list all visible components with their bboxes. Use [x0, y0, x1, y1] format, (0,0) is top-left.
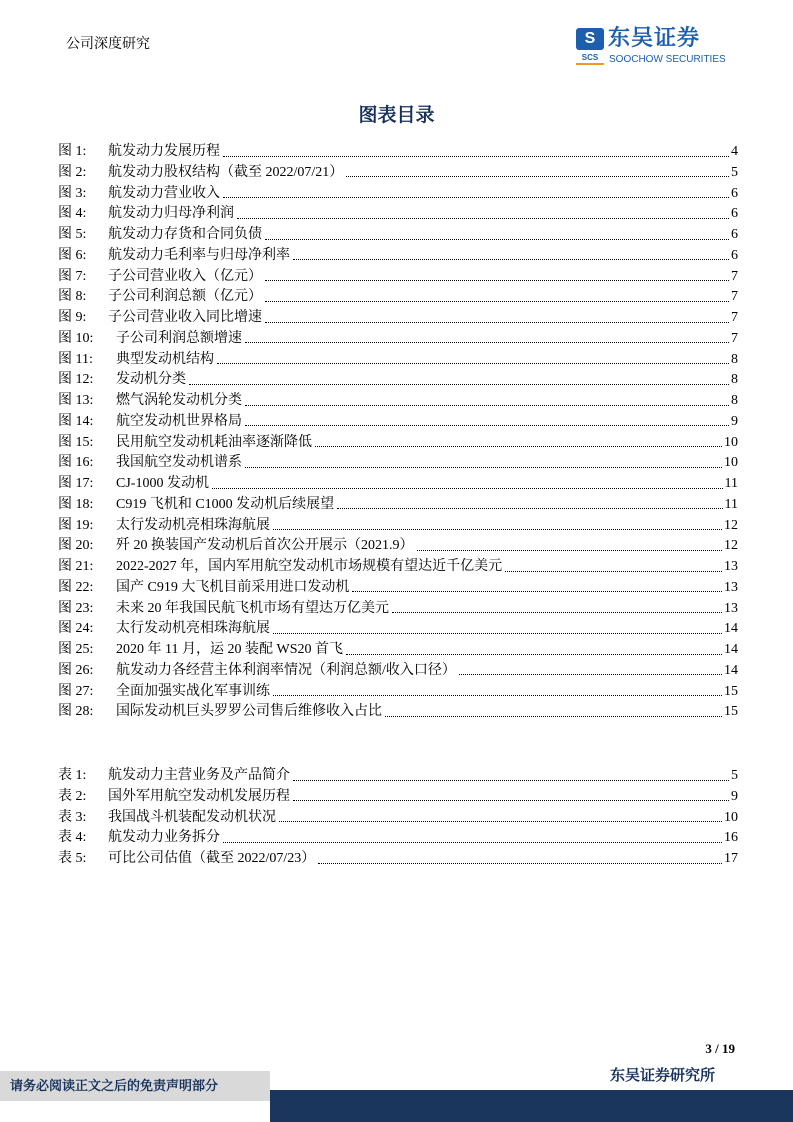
- entry-title: 我国航空发动机谱系: [116, 455, 242, 471]
- entry-title: CJ-1000 发动机: [116, 476, 209, 491]
- entry-label: 图 12:: [58, 372, 94, 388]
- leader-dots: [315, 446, 722, 447]
- figure-entry[interactable]: [58, 661, 738, 681]
- entry-page: 13: [724, 600, 738, 616]
- figure-entry[interactable]: [58, 453, 738, 473]
- table-entry[interactable]: [58, 787, 738, 807]
- leader-dots: [385, 716, 722, 717]
- entry-page: 11: [724, 476, 738, 491]
- entry-page: 7: [731, 330, 738, 346]
- entry-title: 发动机分类: [116, 372, 186, 388]
- entry-page: 12: [724, 538, 738, 554]
- figure-entry[interactable]: [58, 702, 738, 722]
- figure-entry[interactable]: [58, 287, 738, 307]
- figure-entry[interactable]: [58, 619, 738, 639]
- entry-label: 图 15:: [58, 434, 94, 450]
- entry-page: 13: [724, 559, 738, 574]
- entry-page: 9: [731, 413, 738, 429]
- entry-title: 民用航空发动机耗油率逐渐降低: [116, 434, 312, 450]
- entry-title: 国际发动机巨头罗罗公司售后维修收入占比: [116, 704, 382, 720]
- figure-entry[interactable]: [58, 225, 738, 245]
- leader-dots: [223, 156, 729, 157]
- entry-title: 太行发动机亮相珠海航展: [116, 621, 270, 637]
- entry-title: 子公司利润总额增速: [116, 330, 242, 346]
- entry-page: 10: [724, 455, 738, 471]
- entry-title: 2020 年 11 月，运 20 装配 WS20 首飞: [116, 642, 343, 657]
- entry-label: 表 4:: [58, 830, 87, 846]
- leader-dots: [223, 842, 722, 843]
- company-logo: [576, 26, 746, 68]
- entry-label: 图 3:: [58, 185, 87, 201]
- leader-dots: [293, 800, 729, 801]
- entry-title: 航发动力主营业务及产品简介: [108, 768, 290, 783]
- entry-label: 图 1:: [58, 144, 87, 159]
- figure-entry[interactable]: [58, 557, 738, 577]
- leader-dots: [293, 259, 729, 260]
- entry-page: 11: [724, 496, 738, 512]
- leader-dots: [237, 218, 729, 219]
- entry-label: 图 13:: [58, 393, 94, 408]
- footer-org: 东吴证券研究所: [610, 1068, 716, 1084]
- entry-label: 图 22:: [58, 579, 94, 595]
- entry-page: 9: [731, 788, 738, 804]
- entry-label: 图 26:: [58, 662, 94, 678]
- leader-dots: [245, 467, 722, 468]
- entry-page: 6: [731, 206, 738, 222]
- leader-dots: [346, 654, 722, 655]
- entry-title: 典型发动机结构: [116, 351, 214, 367]
- figure-entry[interactable]: [58, 516, 738, 536]
- entry-title: 未来 20 年我国民航飞机市场有望达万亿美元: [116, 600, 389, 616]
- entry-page: 14: [724, 642, 738, 657]
- entry-page: 5: [731, 164, 738, 180]
- table-entry[interactable]: [58, 849, 738, 869]
- entry-page: 13: [724, 579, 738, 595]
- figure-entry[interactable]: [58, 163, 738, 183]
- figure-entry[interactable]: [58, 204, 738, 224]
- entry-title: 子公司营业收入（亿元）: [108, 268, 262, 284]
- leader-dots: [273, 529, 722, 530]
- figure-entry[interactable]: [58, 184, 738, 204]
- figure-entry[interactable]: [58, 536, 738, 556]
- leader-dots: [223, 197, 729, 198]
- leader-dots: [459, 674, 722, 675]
- logo-abbr: SCS: [576, 53, 604, 65]
- leader-dots: [245, 425, 729, 426]
- entry-title: 国外军用航空发动机发展历程: [108, 788, 290, 804]
- leader-dots: [189, 384, 729, 385]
- leader-dots: [505, 571, 722, 572]
- entry-page: 10: [724, 434, 738, 450]
- entry-title: 航发动力各经营主体利润率情况（利润总额/收入口径）: [116, 662, 456, 678]
- entry-label: 图 17:: [58, 476, 94, 491]
- entry-page: 12: [724, 517, 738, 533]
- table-entry[interactable]: [58, 766, 738, 786]
- figure-entry[interactable]: [58, 308, 738, 328]
- entry-page: 14: [724, 621, 738, 637]
- entry-label: 图 7:: [58, 268, 87, 284]
- entry-page: 8: [731, 351, 738, 367]
- leader-dots: [212, 488, 723, 489]
- entry-label: 图 6:: [58, 247, 87, 263]
- entry-label: 图 24:: [58, 621, 94, 637]
- figure-entry[interactable]: [58, 640, 738, 660]
- entry-label: 图 21:: [58, 559, 94, 574]
- entry-page: 7: [731, 310, 738, 325]
- leader-dots: [265, 301, 729, 302]
- figure-entry[interactable]: [58, 246, 738, 266]
- figure-entry[interactable]: [58, 329, 738, 349]
- logo-en: SOOCHOW SECURITIES: [609, 54, 726, 65]
- entry-title: 我国战斗机装配发动机状况: [108, 809, 276, 825]
- leader-dots: [417, 550, 723, 551]
- entry-title: C919 飞机和 C1000 发动机后续展望: [116, 496, 335, 512]
- entry-title: 燃气涡轮发动机分类: [116, 393, 242, 408]
- entry-title: 航发动力股权结构（截至 2022/07/21）: [108, 164, 344, 180]
- entry-label: 图 28:: [58, 704, 94, 720]
- leader-dots: [273, 695, 722, 696]
- figure-entry[interactable]: [58, 682, 738, 702]
- leader-dots: [245, 405, 729, 406]
- figure-entry[interactable]: [58, 142, 738, 162]
- entry-page: 8: [731, 372, 738, 388]
- figure-entry[interactable]: [58, 267, 738, 287]
- table-entry[interactable]: [58, 808, 738, 828]
- entry-label: 图 5:: [58, 227, 87, 242]
- entry-page: 15: [724, 704, 738, 720]
- entry-title: 子公司营业收入同比增速: [108, 310, 262, 325]
- entry-page: 15: [724, 683, 738, 699]
- entry-label: 表 5:: [58, 851, 87, 867]
- entry-label: 图 14:: [58, 413, 94, 429]
- leader-dots: [346, 176, 729, 177]
- entry-label: 图 2:: [58, 164, 87, 180]
- entry-label: 图 10:: [58, 330, 94, 346]
- figure-entry[interactable]: [58, 350, 738, 370]
- entry-page: 6: [731, 185, 738, 201]
- leader-dots: [265, 280, 729, 281]
- figure-entry[interactable]: [58, 370, 738, 390]
- entry-title: 航发动力归母净利润: [108, 206, 234, 222]
- entry-label: 图 20:: [58, 538, 94, 554]
- entry-label: 图 23:: [58, 600, 94, 616]
- entry-label: 图 27:: [58, 683, 94, 699]
- leader-dots: [352, 591, 722, 592]
- entry-label: 图 4:: [58, 206, 87, 222]
- entry-page: 5: [731, 768, 738, 783]
- entry-label: 图 8:: [58, 289, 87, 305]
- entry-title: 太行发动机亮相珠海航展: [116, 517, 270, 533]
- figure-entry[interactable]: [58, 578, 738, 598]
- entry-title: 2022-2027 年，国内军用航空发动机市场规模有望达近千亿美元: [116, 559, 503, 574]
- figure-entry[interactable]: [58, 433, 738, 453]
- figure-entry[interactable]: [58, 599, 738, 619]
- figure-entry[interactable]: [58, 412, 738, 432]
- entry-page: 17: [724, 851, 738, 867]
- footer-band: [270, 1090, 793, 1122]
- entry-page: 6: [731, 247, 738, 263]
- entry-title: 航发动力营业收入: [108, 185, 220, 201]
- figure-entry[interactable]: [58, 391, 738, 411]
- leader-dots: [265, 239, 729, 240]
- entry-label: 图 16:: [58, 455, 94, 471]
- entry-page: 14: [724, 662, 738, 678]
- entry-page: 7: [731, 289, 738, 305]
- entry-title: 子公司利润总额（亿元）: [108, 289, 262, 305]
- entry-label: 图 9:: [58, 310, 87, 325]
- leader-dots: [265, 322, 729, 323]
- entry-title: 全面加强实战化军事训练: [116, 683, 270, 699]
- entry-page: 10: [724, 809, 738, 825]
- entry-title: 航发动力发展历程: [108, 144, 220, 159]
- entry-label: 表 2:: [58, 788, 87, 804]
- disclaimer-text: 请务必阅读正文之后的免责声明部分: [10, 1078, 219, 1093]
- table-entry[interactable]: [58, 828, 738, 848]
- leader-dots: [293, 780, 729, 781]
- entry-title: 航空发动机世界格局: [116, 413, 242, 429]
- logo-mark-icon: S: [576, 28, 604, 50]
- leader-dots: [217, 363, 729, 364]
- leader-dots: [273, 633, 722, 634]
- entry-page: 6: [731, 227, 738, 242]
- leader-dots: [392, 612, 722, 613]
- entry-label: 表 3:: [58, 809, 87, 825]
- entry-page: 8: [731, 393, 738, 408]
- page-number: 3 / 19: [705, 1041, 735, 1056]
- section-label: 公司深度研究: [66, 37, 150, 52]
- entry-title: 可比公司估值（截至 2022/07/23）: [108, 851, 316, 867]
- figure-entry[interactable]: [58, 495, 738, 515]
- entry-page: 7: [731, 268, 738, 284]
- disclaimer-box: [0, 1071, 270, 1101]
- entry-label: 图 11:: [58, 351, 93, 367]
- entry-label: 图 19:: [58, 517, 94, 533]
- entry-title: 航发动力毛利率与归母净利率: [108, 247, 290, 263]
- entry-label: 图 18:: [58, 496, 94, 512]
- entry-title: 航发动力存货和合同负债: [108, 227, 262, 242]
- entry-title: 航发动力业务拆分: [108, 830, 220, 846]
- entry-page: 4: [731, 144, 738, 159]
- page-title: 图表目录: [358, 105, 435, 126]
- entry-page: 16: [724, 830, 738, 846]
- leader-dots: [245, 342, 729, 343]
- entry-title: 歼 20 换装国产发动机后首次公开展示（2021.9）: [116, 538, 414, 554]
- leader-dots: [337, 508, 722, 509]
- leader-dots: [279, 821, 722, 822]
- logo-cn: 东吴证券: [608, 26, 701, 51]
- figure-entry[interactable]: [58, 474, 738, 494]
- entry-label: 表 1:: [58, 768, 87, 783]
- entry-title: 国产 C919 大飞机目前采用进口发动机: [116, 579, 350, 595]
- leader-dots: [318, 863, 722, 864]
- entry-label: 图 25:: [58, 642, 94, 657]
